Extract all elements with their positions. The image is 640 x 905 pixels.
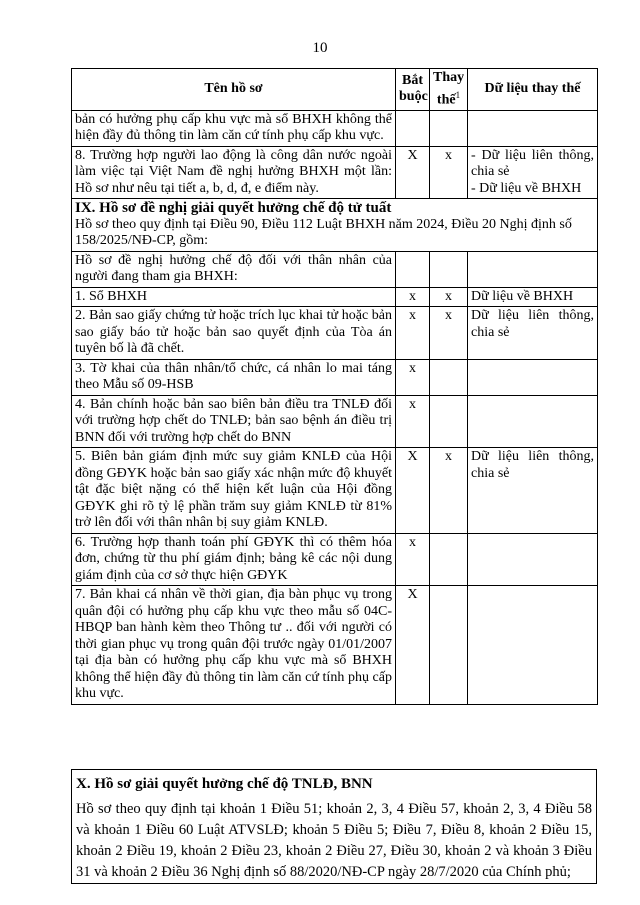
replacement-data-cell	[468, 395, 598, 448]
table-row	[72, 307, 598, 360]
table-row	[72, 448, 598, 534]
section-x-table	[71, 769, 597, 884]
document-name-cell: 3. Tờ khai của thân nhân/tổ chức, cá nhân lo mai táng theo Mẫu số 09-HSB	[72, 359, 396, 395]
replacement-data-cell	[468, 307, 598, 360]
replace-mark-cell: x	[430, 287, 468, 307]
header-required: Bắt buộc	[396, 69, 430, 111]
document-name-cell: 4. Bản chính hoặc bản sao biên bản điều tra TNLĐ đối với trường hợp chết do TNLĐ; bản sao bệnh án điều trị BNN đối với trường hợp chết do BNN	[72, 395, 396, 448]
table-row	[72, 586, 598, 705]
replacement-data-cell	[468, 110, 598, 146]
section-x-cell	[72, 770, 597, 884]
header-replace-label: Thay thế	[433, 70, 465, 108]
required-mark-cell: X	[396, 586, 430, 705]
table-row	[72, 251, 598, 287]
replace-mark-cell	[430, 359, 468, 395]
replacement-data-line: - Dữ liệu về BHXH	[471, 180, 582, 196]
document-name-cell: 7. Bản khai cá nhân về thời gian, địa bàn phục vụ trong quân đội có hưởng phụ cấp khu vực theo mẫu số 04C-HBQP ban hành kèm theo Thông tư .. đối với người có thời gian phục vụ trong quân đội trước ngày 01/01/2007 tại địa bàn có hưởng phụ cấp khu vực mà sổ BHXH không thể hiện đầy đủ thông tin làm căn cứ tính phụ cấp khu vực.	[72, 586, 396, 705]
document-name-cell: Hồ sơ đề nghị hưởng chế độ đối với thân nhân của người đang tham gia BHXH:	[72, 251, 396, 287]
required-mark-cell: X	[396, 448, 430, 534]
replacement-data-cell	[468, 586, 598, 705]
table-row	[72, 359, 598, 395]
table-row	[72, 110, 598, 146]
table-row	[72, 146, 598, 199]
table-row	[72, 287, 598, 307]
replacement-data-line: Dữ liệu liên thông, chia sẻ	[471, 308, 594, 340]
replace-mark-cell: x	[430, 448, 468, 534]
header-document-name: Tên hồ sơ	[72, 69, 396, 111]
replacement-data-line: Dữ liệu liên thông, chia sẻ	[471, 449, 594, 481]
header-replace	[430, 69, 468, 111]
section-x-title: X. Hồ sơ giải quyết hưởng chế độ TNLĐ, BNN	[76, 776, 373, 792]
section-ix-intro: Hồ sơ theo quy định tại Điều 90, Điều 112 Luật BHXH năm 2024, Điều 20 Nghị định số 158/2025/NĐ-CP, gồm:	[75, 216, 572, 249]
replace-mark-cell	[430, 251, 468, 287]
document-name-cell: 1. Sổ BHXH	[72, 287, 396, 307]
required-mark-cell: x	[396, 307, 430, 360]
replacement-data-cell	[468, 359, 598, 395]
document-name-cell: 8. Trường hợp người lao động là công dân nước ngoài làm việc tại Việt Nam đề nghị hưởng BHXH một lần: Hồ sơ như nêu tại tiết a, b, d, đ, e điểm này.	[72, 146, 396, 199]
footnote-marker: 1	[455, 89, 461, 100]
replace-mark-cell	[430, 586, 468, 705]
replace-mark-cell: x	[430, 307, 468, 360]
document-name-cell: 2. Bản sao giấy chứng tử hoặc trích lục khai tử hoặc bản sao giấy báo tử hoặc bản sao quyết định của Tòa án tuyên bố là đã chết.	[72, 307, 396, 360]
replace-mark-cell	[430, 110, 468, 146]
replacement-data-cell	[468, 533, 598, 586]
document-requirements-table	[71, 68, 598, 705]
replace-mark-cell	[430, 533, 468, 586]
replacement-data-cell	[468, 146, 598, 199]
document-name-cell: bản có hưởng phụ cấp khu vực mà sổ BHXH không thể hiện đầy đủ thông tin làm căn cứ tính phụ cấp khu vực.	[72, 110, 396, 146]
replacement-data-line: - Dữ liệu liên thông, chia sẻ	[471, 147, 594, 180]
replacement-data-cell	[468, 251, 598, 287]
required-mark-cell: x	[396, 533, 430, 586]
header-replacement-data: Dữ liệu thay thế	[468, 69, 598, 111]
table-row	[72, 533, 598, 586]
required-mark-cell: x	[396, 395, 430, 448]
section-x-body: Hồ sơ theo quy định tại khoản 1 Điều 51; khoản 2, 3, 4 Điều 57, khoản 2, 3, 4 Điều 58 và khoản 1 Điều 60 Luật ATVSLĐ; khoản 5 Điều 5; Điều 7, Điều 8, khoản 2 Điều 15, khoản 2 Điều 19, khoản 2 Điều 23, khoản 2 Điều 27, Điều 30, khoản 2 và khoản 3 Điều 31 và khoản 2 Điều 36 Nghị định số 88/2020/NĐ-CP ngày 28/7/2020 của Chính phủ;	[76, 801, 592, 880]
replacement-data-cell	[468, 287, 598, 307]
document-name-cell: 5. Biên bản giám định mức suy giảm KNLĐ của Hội đồng GĐYK hoặc bản sao giấy xác nhận mức độ khuyết tật đặc biệt nặng có thể hiện kết luận của Hội đồng GĐYK ghi rõ tỷ lệ phần trăm suy giảm KNLĐ từ 81% trở lên đối với thân nhân bị suy giảm KNLĐ.	[72, 448, 396, 534]
replacement-data-line: Dữ liệu về BHXH	[471, 288, 574, 304]
section-ix-title: IX. Hồ sơ đề nghị giải quyết hưởng chế độ tử tuất	[75, 200, 392, 217]
required-mark-cell: x	[396, 287, 430, 307]
required-mark-cell	[396, 110, 430, 146]
section-ix-row	[72, 199, 598, 252]
required-mark-cell	[396, 251, 430, 287]
replace-mark-cell: x	[430, 146, 468, 199]
document-name-cell: 6. Trường hợp thanh toán phí GĐYK thì có thêm hóa đơn, chứng từ thu phí giám định; bảng kê các nội dung giám định của cơ sở thực hiện GĐYK	[72, 533, 396, 586]
required-mark-cell: x	[396, 359, 430, 395]
section-x-row	[72, 770, 597, 884]
page-number: 10	[312, 40, 328, 56]
section-ix-cell	[72, 199, 598, 252]
replacement-data-cell	[468, 448, 598, 534]
table-header-row	[72, 69, 598, 111]
replace-mark-cell	[430, 395, 468, 448]
table-row	[72, 395, 598, 448]
required-mark-cell: X	[396, 146, 430, 199]
